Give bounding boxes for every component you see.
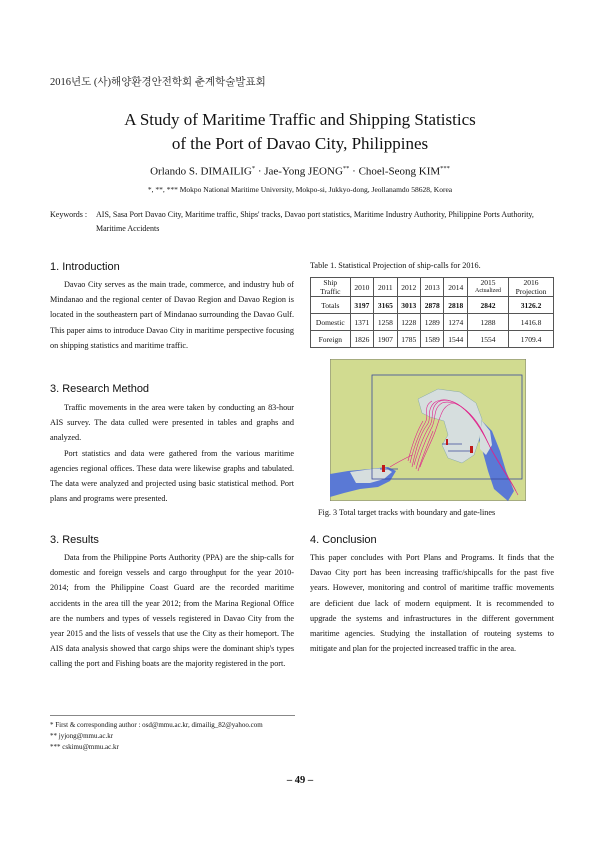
conference-header: 2016년도 (사)해양환경안전학회 춘계학술발표회 (50, 77, 266, 88)
author-separator: · (255, 165, 265, 178)
footnote-2: ** jyjong@mmu.ac.kr (50, 732, 114, 740)
method-body (50, 400, 294, 506)
author-2: Jae-Yong JEONG (264, 165, 343, 178)
cell: 3197 (350, 297, 373, 314)
cell: 1826 (350, 331, 373, 348)
intro-heading: 1. Introduction (50, 261, 120, 273)
intro-paragraph: Davao City serves as the main trade, commerce, and industry hub of Mindanao and the regional center of Davao Region and Davao Region is located in the southeastern part of Mindanao surrounding the Davao Gulf. This paper aims to introduce Davao City in maritime perspective focusing on shipping statistics and maritime traffic. (50, 280, 294, 350)
header-ship-traffic: Ship Traffic (311, 278, 351, 297)
author-3-mark: *** (440, 165, 450, 172)
header-2013: 2013 (421, 278, 444, 297)
table-row (311, 297, 554, 314)
cell: 1416.8 (509, 314, 554, 331)
conclusion-body (310, 550, 554, 656)
cell: 1258 (374, 314, 397, 331)
authors (0, 165, 600, 178)
cell: 3165 (374, 297, 397, 314)
table-row (311, 314, 554, 331)
affiliation: *, **, *** Mokpo National Maritime University, Mokpo-si, Jukkyo-dong, Jeollanamdo 58628, Korea (147, 185, 453, 194)
table-row (311, 331, 554, 348)
author-1-mark: * (251, 165, 256, 172)
cell: 1554 (468, 331, 509, 348)
header-2016: 2016 Projection (509, 278, 554, 297)
row-label: Foreign (311, 331, 351, 348)
cell: 3126.2 (509, 297, 554, 314)
cell: 1709.4 (509, 331, 554, 348)
cell: 2842 (468, 297, 509, 314)
statistics-table (310, 277, 554, 348)
author-2-mark: ** (342, 165, 350, 172)
cell: 1274 (444, 314, 468, 331)
cell: 1589 (421, 331, 444, 348)
row-label: Domestic (311, 314, 351, 331)
cell: 1907 (374, 331, 397, 348)
header-2015: 2015 Actualized (468, 278, 509, 297)
results-body (50, 550, 294, 672)
author-1: Orlando S. DIMAILIG (150, 165, 252, 178)
cell: 3013 (397, 297, 420, 314)
header-2011: 2011 (374, 278, 397, 297)
results-heading: 3. Results (50, 534, 99, 546)
title-line-2: of the Port of Davao City, Philippines (171, 134, 429, 153)
cell: 1544 (444, 331, 468, 348)
cell: 1785 (397, 331, 420, 348)
cell: 2818 (444, 297, 468, 314)
method-paragraph-2: Port statistics and data were gathered from the various maritime agencies regional offices. These data were likewise graphs and tabulated. The data were analyzed and projected using basic statistical method. Port plans and programs were presented. (50, 448, 294, 504)
cell: 1288 (468, 314, 509, 331)
footnote-3: *** cskimu@mmu.ac.kr (50, 743, 119, 751)
cell: 1289 (421, 314, 444, 331)
intro-body (50, 277, 294, 353)
cell: 1371 (350, 314, 373, 331)
header-2014: 2014 (444, 278, 468, 297)
footnotes (50, 720, 263, 753)
conclusion-heading: 4. Conclusion (310, 534, 377, 546)
table-caption: Table 1. Statistical Projection of ship-calls for 2016. (310, 261, 481, 270)
traffic-map-figure (330, 359, 526, 501)
paper-title (0, 108, 600, 156)
author-separator: · (349, 165, 359, 178)
table-header-row (311, 278, 554, 297)
figure-caption: Fig. 3 Total target tracks with boundary and gate-lines (318, 508, 496, 517)
keywords (50, 208, 555, 236)
title-line-1: A Study of Maritime Traffic and Shipping Statistics (124, 110, 476, 129)
keywords-label: Keywords : (50, 210, 88, 219)
page-number: – 49 – (286, 775, 314, 786)
results-paragraph: Data from the Philippine Ports Authority (PPA) are the ship-calls for domestic and foreign vessels and cargo throughput for the year 2010-2014; from the Philippine Coast Guard are the recorded maritime accidents in the area till the year 2012; from the Marina Regional Office are the numbers and types of vessels registered in Davao City from the year 2015 and the lists of vessels that use the City as their homeport. The AIS data analysis showed that cargo ships were the dominant ship's types calling the port and Fishing boats are the majority registered in the port. (50, 553, 294, 669)
conclusion-paragraph: This paper concludes with Port Plans and Programs. It finds that the Davao City port has been increasing traffic/shipcalls for the past five years. However, monitoring and control of maritime traffic movements are deficient due lack of modern equipment. It is recommended to upgrade the systems and infrastructures in the different government maritime agencies. Studying the installation of routeing systems to mitigate and plan for the projected increased traffic in the area. (310, 553, 554, 654)
row-label: Totals (311, 297, 351, 314)
author-3: Choel-Seong KIM (358, 165, 441, 178)
footnote-rule (50, 715, 295, 716)
header-2012: 2012 (397, 278, 420, 297)
method-heading: 3. Research Method (50, 383, 150, 395)
method-paragraph-1: Traffic movements in the area were taken by conducting an 83-hour AIS survey. The data culled were presented in tables and graphs and analyzed. (50, 403, 294, 443)
cell: 1228 (397, 314, 420, 331)
keywords-text: AIS, Sasa Port Davao City, Maritime traffic, Ships' tracks, Davao port statistics, Maritime Industry Authority, Philippine Ports Authority, Maritime Accidents (96, 210, 534, 233)
cell: 2878 (421, 297, 444, 314)
header-2010: 2010 (350, 278, 373, 297)
footnote-1: * First & corresponding author : osd@mmu.ac.kr, dimailig_82@yahoo.com (50, 721, 263, 729)
